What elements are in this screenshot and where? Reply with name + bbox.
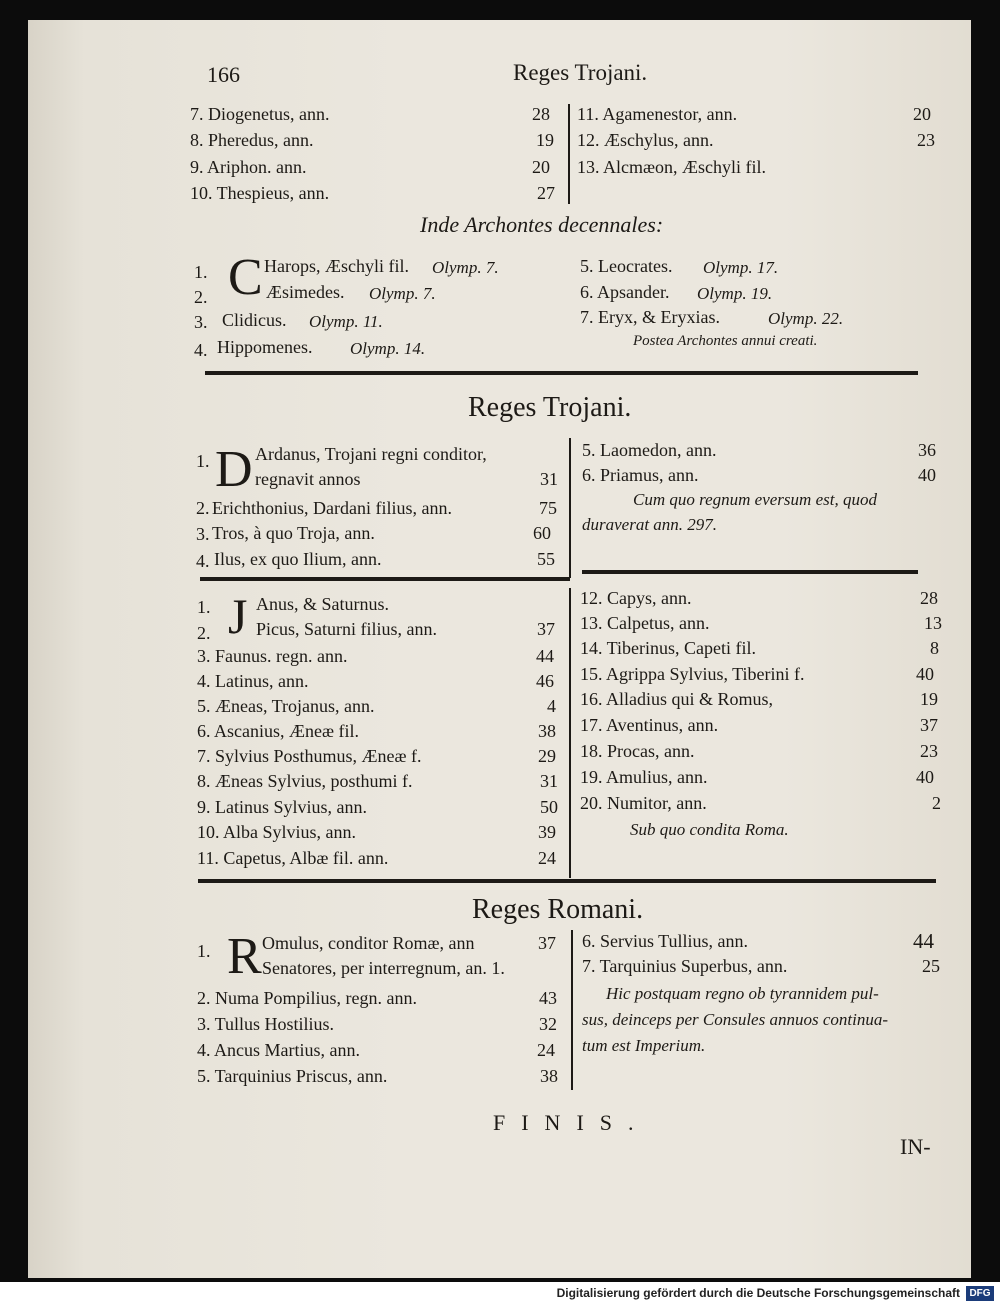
running-title: Reges Trojani. (513, 60, 648, 85)
list-item: 19. Amulius, ann. (580, 767, 708, 787)
list-value: 23 (920, 741, 938, 761)
olympiad-ref: Olymp. 22. (768, 309, 844, 328)
list-item: 3. Faunus. regn. ann. (197, 646, 348, 666)
list-item: 7. Eryx, & Eryxias. (580, 307, 720, 327)
list-value: 25 (922, 956, 940, 976)
list-item: 10. Thespieus, ann. (190, 183, 330, 203)
column-divider (568, 104, 570, 204)
item-number: 2. (197, 623, 211, 643)
item-number: 4. (196, 551, 210, 571)
list-value: 44 (913, 929, 934, 953)
list-item: 7. Diogenetus, ann. (190, 104, 330, 124)
list-value: 32 (539, 1014, 557, 1034)
list-value: 40 (916, 767, 934, 787)
list-item: 7. Tarquinius Superbus, ann. (582, 956, 788, 976)
list-item: Anus, & Saturnus. (256, 594, 390, 614)
list-item: Clidicus. (222, 310, 287, 330)
list-item: Tros, à quo Troja, ann. (212, 523, 375, 543)
olympiad-ref: Olymp. 19. (697, 284, 773, 303)
list-value: 20 (913, 104, 931, 124)
section-rule (205, 371, 918, 375)
list-item: 3. Tullus Hostilius. (197, 1014, 335, 1034)
list-item: 5. Æneas, Trojanus, ann. (197, 696, 375, 716)
section-rule (200, 577, 570, 581)
item-number: 4. (194, 340, 208, 360)
list-value: 40 (916, 664, 934, 684)
list-value: 8 (930, 638, 939, 658)
list-value: 46 (536, 671, 554, 691)
note: Cum quo regnum eversum est, quod (633, 490, 877, 509)
note: tum est Imperium. (582, 1036, 706, 1055)
list-value: 29 (538, 746, 556, 766)
list-item: Ilus, ex quo Ilium, ann. (214, 549, 382, 569)
list-item: 11. Agamenestor, ann. (577, 104, 738, 124)
list-value: 19 (920, 689, 938, 709)
list-item: 8. Pheredus, ann. (190, 130, 314, 150)
section-heading: Reges Trojani. (468, 392, 632, 423)
list-value: 27 (537, 183, 555, 203)
list-item: 7. Sylvius Posthumus, Æneæ f. (197, 746, 422, 766)
note: duraverat ann. 297. (582, 515, 718, 534)
list-item: 9. Latinus Sylvius, ann. (197, 797, 367, 817)
list-value: 37 (920, 715, 938, 735)
catchword: IN- (900, 1134, 931, 1159)
list-value: 38 (538, 721, 556, 741)
list-value: 38 (540, 1066, 558, 1086)
list-item: 10. Alba Sylvius, ann. (197, 822, 357, 842)
drop-capital: D (215, 441, 253, 498)
list-item: 9. Ariphon. ann. (190, 157, 307, 177)
list-value: 31 (540, 469, 558, 489)
section-rule (198, 879, 936, 883)
item-number: 1. (197, 597, 211, 617)
finis: FINIS. (493, 1110, 650, 1135)
item-number: 1. (194, 262, 208, 282)
list-item: 5. Leocrates. (580, 256, 673, 276)
list-value: 28 (920, 588, 938, 608)
list-value: 55 (537, 549, 555, 569)
list-item: 6. Apsander. (580, 282, 670, 302)
list-item: 8. Æneas Sylvius, posthumi f. (197, 771, 413, 791)
list-item: 18. Procas, ann. (580, 741, 695, 761)
list-value: 4 (547, 696, 556, 716)
list-item: Picus, Saturni filius, ann. (256, 619, 437, 639)
item-number: 3. (194, 312, 208, 332)
list-item: 11. Capetus, Albæ fil. ann. (197, 848, 389, 868)
list-item: 12. Æschylus, ann. (577, 130, 714, 150)
list-item: 5. Tarquinius Priscus, ann. (197, 1066, 388, 1086)
list-item: 4. Ancus Martius, ann. (197, 1040, 360, 1060)
list-value: 31 (540, 771, 558, 791)
list-value: 2 (932, 793, 941, 813)
list-item: 13. Alcmæon, Æschyli fil. (577, 157, 766, 177)
list-value: 19 (536, 130, 554, 150)
list-item: 2. Numa Pompilius, regn. ann. (197, 988, 417, 1008)
item-number: 1. (197, 941, 211, 961)
list-item: regnavit annos (255, 469, 361, 489)
drop-capital: R (227, 928, 262, 985)
list-item: 4. Latinus, ann. (197, 671, 309, 691)
list-item: 6. Ascanius, Æneæ fil. (197, 721, 359, 741)
list-value: 28 (532, 104, 550, 124)
list-item: Erichthonius, Dardani filius, ann. (212, 498, 452, 518)
dfg-logo: DFG (966, 1286, 994, 1301)
list-value: 60 (533, 523, 551, 543)
list-item: Harops, Æschyli fil. (264, 256, 409, 276)
olympiad-ref: Olymp. 7. (432, 258, 499, 277)
list-item: 6. Servius Tullius, ann. (582, 931, 749, 951)
list-item: 20. Numitor, ann. (580, 793, 707, 813)
olympiad-ref: Olymp. 7. (369, 284, 436, 303)
list-item: 14. Tiberinus, Capeti fil. (580, 638, 757, 658)
list-value: 24 (537, 1040, 555, 1060)
note: Hic postquam regno ob tyrannidem pul- (606, 984, 879, 1003)
list-value: 43 (539, 988, 557, 1008)
list-value: 20 (532, 157, 550, 177)
list-value: 37 (537, 619, 555, 639)
drop-capital: J (228, 588, 248, 644)
note: sus, deinceps per Consules annuos continua- (582, 1010, 888, 1029)
olympiad-ref: Olymp. 14. (350, 339, 426, 358)
list-value: 44 (536, 646, 554, 666)
list-item: Senatores, per interregnum, an. 1. (262, 958, 505, 978)
list-item: 5. Laomedon, ann. (582, 440, 717, 460)
section-heading: Inde Archontes decennales: (420, 212, 664, 237)
drop-capital: C (228, 249, 263, 306)
olympiad-ref: Olymp. 17. (703, 258, 779, 277)
list-value: 75 (539, 498, 557, 518)
item-number: 2. (194, 287, 208, 307)
column-divider (569, 438, 571, 578)
list-value: 40 (918, 465, 936, 485)
footer-bar (0, 1284, 1000, 1304)
list-item: 6. Priamus, ann. (582, 465, 699, 485)
list-item: 13. Calpetus, ann. (580, 613, 710, 633)
list-item: 12. Capys, ann. (580, 588, 692, 608)
column-divider (569, 588, 571, 878)
list-value: 39 (538, 822, 556, 842)
list-item: Æsimedes. (266, 282, 345, 302)
section-rule (582, 570, 918, 574)
book-leaf (28, 20, 971, 1278)
note: Postea Archontes annui creati. (633, 333, 818, 349)
list-item: 17. Aventinus, ann. (580, 715, 719, 735)
list-item: 15. Agrippa Sylvius, Tiberini f. (580, 664, 805, 684)
item-number: 1. (196, 451, 210, 471)
note: Sub quo condita Roma. (630, 820, 789, 839)
item-number: 2. (196, 498, 210, 518)
olympiad-ref: Olymp. 11. (309, 312, 383, 331)
list-item: Ardanus, Trojani regni conditor, (255, 444, 487, 464)
section-heading: Reges Romani. (472, 894, 644, 925)
item-number: 3. (196, 524, 210, 544)
list-item: Omulus, conditor Romæ, ann (262, 933, 475, 953)
page-number: 166 (207, 62, 240, 87)
list-item: Hippomenes. (217, 337, 313, 357)
column-divider (571, 930, 573, 1090)
list-value: 13 (924, 613, 942, 633)
list-value: 36 (918, 440, 936, 460)
digitization-credit: Digitalisierung gefördert durch die Deutsche Forschungsgemeinschaft (556, 1286, 960, 1300)
list-value: 37 (538, 933, 556, 953)
list-value: 24 (538, 848, 556, 868)
list-item: 16. Alladius qui & Romus, (580, 689, 774, 709)
list-value: 50 (540, 797, 558, 817)
list-value: 23 (917, 130, 935, 150)
